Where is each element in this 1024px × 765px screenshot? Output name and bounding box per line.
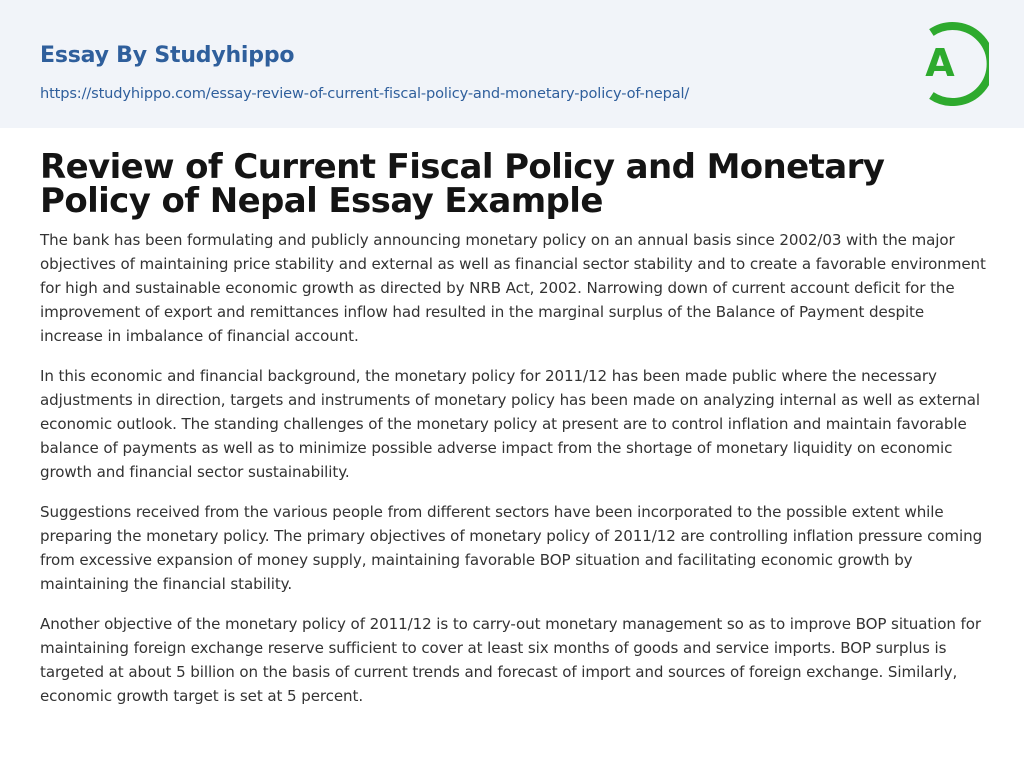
- site-header: [0, 0, 1024, 128]
- paragraph-2: In this economic and financial background, the monetary policy for 2011/12 has been made public where the necessary adjustments in direction, targets and instruments of monetary policy has been made on analyzing internal as well as external economic outlook. The standing challenges of the monetary policy at present are to control inflation and maintain favorable balance of payments as well as to minimize possible adverse impact from the shortage of monetary liquidity on economic growth and financial sector sustainability.: [40, 367, 980, 481]
- paragraph-3: Suggestions received from the various people from different sectors have been incorporated to the possible extent while preparing the monetary policy. The primary objectives of monetary policy of 2011/12 are controlling inflation pressure coming from excessive expansion of money supply, maintaining favorable BOP situation and facilitating economic growth by maintaining the financial stability.: [40, 503, 983, 593]
- site-title[interactable]: Essay By Studyhippo: [40, 43, 295, 68]
- logo-letter: A: [925, 41, 955, 85]
- page-title: Review of Current Fiscal Policy and Monetary Policy of Nepal Essay Example: [40, 147, 885, 221]
- studyhippo-logo-icon[interactable]: [909, 18, 989, 106]
- paragraph-4: Another objective of the monetary policy of 2011/12 is to carry-out monetary management so as to improve BOP situation for maintaining foreign exchange reserve sufficient to cover at least six months of goods and service imports. BOP surplus is targeted at about 5 billion on the basis of current trends and forecast of import and sources of foreign exchange. Similarly, economic growth target is set at 5 percent.: [40, 615, 982, 705]
- paragraph-1: The bank has been formulating and publicly announcing monetary policy on an annual basis since 2002/03 with the major objectives of maintaining price stability and external as well as financial sector stability and to create a favorable environment for high and sustainable economic growth as directed by NRB Act, 2002. Narrowing down of current account deficit for the improvement of export and remittances inflow had resulted in the marginal surplus of the Balance of Payment despite increase in imbalance of financial account.: [40, 231, 986, 345]
- essay-url-link[interactable]: https://studyhippo.com/essay-review-of-current-fiscal-policy-and-monetary-policy-of-nepal/: [40, 85, 690, 102]
- article-body: [40, 228, 986, 708]
- article: [40, 147, 986, 708]
